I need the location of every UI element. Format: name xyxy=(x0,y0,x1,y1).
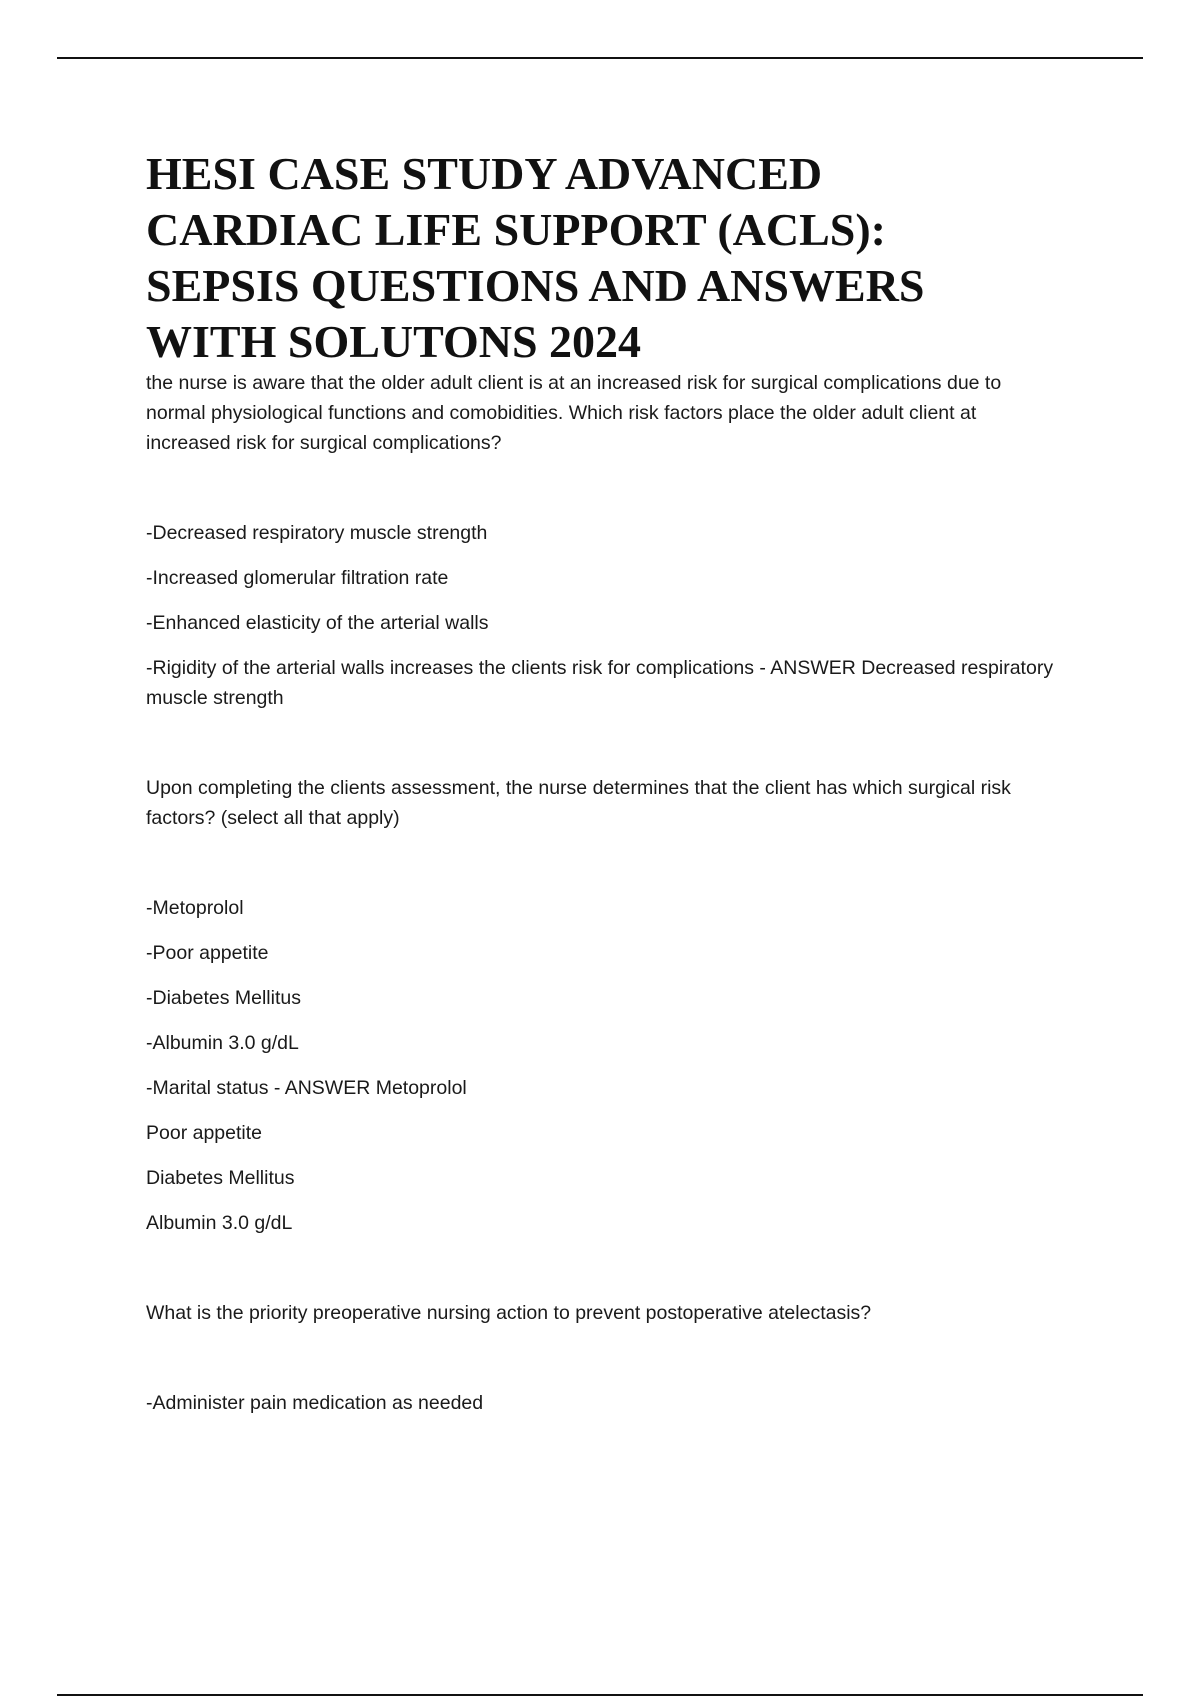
question-line: increased risk for surgical complications? xyxy=(146,432,502,454)
bottom-rule xyxy=(57,1694,1143,1696)
question-2-option: -Poor appetite xyxy=(146,942,269,964)
question-2-option: -Diabetes Mellitus xyxy=(146,987,301,1009)
question-2-text xyxy=(146,773,1096,833)
question-2-option: -Albumin 3.0 g/dL xyxy=(146,1032,299,1054)
question-line: Upon completing the clients assessment, the nurse determines that the client has which surgical risk xyxy=(146,777,1011,799)
title-line: CARDIAC LIFE SUPPORT (ACLS): xyxy=(146,204,886,255)
option-line: -Rigidity of the arterial walls increases the clients risk for complications - ANSWER Decreased respiratory xyxy=(146,657,1054,679)
title-line: SEPSIS QUESTIONS AND ANSWERS xyxy=(146,260,925,311)
question-2-option-with-answer: -Marital status - ANSWER Metoprolol xyxy=(146,1077,467,1099)
question-2-answer-line: Albumin 3.0 g/dL xyxy=(146,1212,293,1234)
question-3-option: -Administer pain medication as needed xyxy=(146,1392,484,1414)
question-2-option: -Metoprolol xyxy=(146,897,244,919)
question-1-text xyxy=(146,368,1096,458)
title-line: WITH SOLUTONS 2024 xyxy=(146,316,642,367)
question-line: the nurse is aware that the older adult client is at an increased risk for surgical complications due to xyxy=(146,372,1002,394)
question-1-option: -Increased glomerular filtration rate xyxy=(146,567,449,589)
question-line: factors? (select all that apply) xyxy=(146,807,400,829)
top-rule xyxy=(57,57,1143,59)
question-2-answer-line: Diabetes Mellitus xyxy=(146,1167,295,1189)
title-line: HESI CASE STUDY ADVANCED xyxy=(146,148,823,199)
option-line: muscle strength xyxy=(146,687,284,709)
question-2-answer-line: Poor appetite xyxy=(146,1122,263,1144)
question-1-option: -Enhanced elasticity of the arterial walls xyxy=(146,612,489,634)
question-line: normal physiological functions and comobidities. Which risk factors place the older adult client at xyxy=(146,402,977,424)
document-body xyxy=(146,368,1096,1418)
document-title xyxy=(146,146,1126,370)
question-3-text: What is the priority preoperative nursing action to prevent postoperative atelectasis? xyxy=(146,1302,872,1324)
question-1-option: -Decreased respiratory muscle strength xyxy=(146,522,488,544)
question-1-option-with-answer xyxy=(146,653,1096,713)
